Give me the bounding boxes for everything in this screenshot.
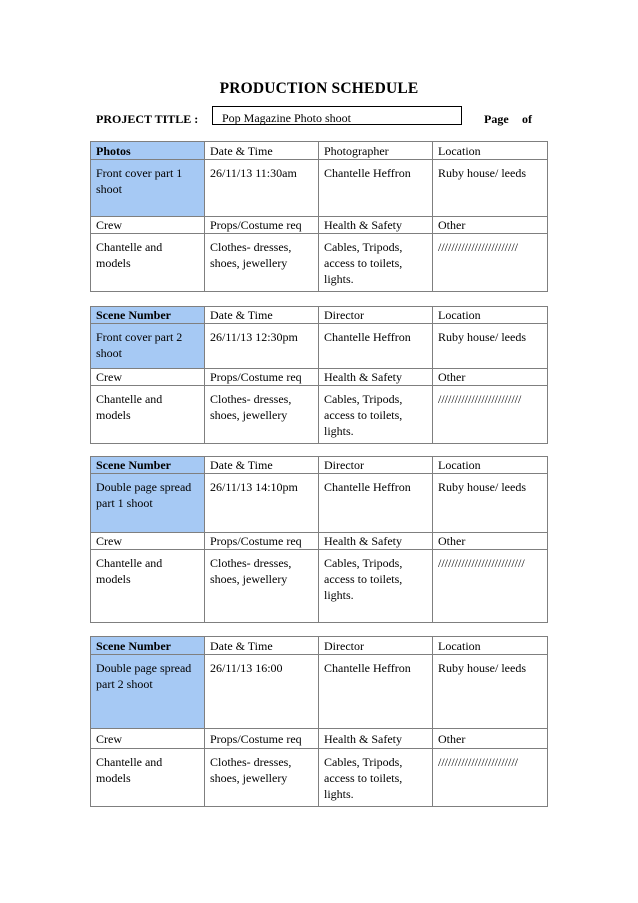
crew-cell: Chantelle and models	[91, 749, 205, 807]
props-cell: Clothes- dresses, shoes, jewellery	[205, 749, 319, 807]
subheader-cell: Crew	[91, 729, 205, 749]
schedule-table	[90, 306, 548, 444]
subvalue-row	[91, 234, 548, 292]
header-row	[91, 142, 548, 160]
page-label: Page	[484, 112, 509, 126]
header-row	[91, 457, 548, 474]
value-row	[91, 474, 548, 533]
subheader-cell: Crew	[91, 369, 205, 386]
schedule-block-4	[90, 636, 547, 807]
subheader-cell: Crew	[91, 533, 205, 550]
subheader-cell: Health & Safety	[319, 533, 433, 550]
subheader-cell: Props/Costume req	[205, 729, 319, 749]
header-cell: Photographer	[319, 142, 433, 160]
location-cell: Ruby house/ leeds	[433, 324, 548, 369]
other-cell: ////////////////////////	[433, 749, 548, 807]
health-safety-cell: Cables, Tripods, access to toilets, lights.	[319, 386, 433, 444]
subheader-cell: Other	[433, 729, 548, 749]
schedule-block-2	[90, 306, 547, 444]
crew-cell: Chantelle and models	[91, 550, 205, 623]
schedule-block-1	[90, 141, 547, 292]
header-cell: Scene Number	[91, 457, 205, 474]
header-cell: Director	[319, 637, 433, 655]
datetime-cell: 26/11/13 16:00	[205, 655, 319, 729]
datetime-cell: 26/11/13 12:30pm	[205, 324, 319, 369]
subheader-row	[91, 729, 548, 749]
props-cell: Clothes- dresses, shoes, jewellery	[205, 234, 319, 292]
crew-cell: Chantelle and models	[91, 234, 205, 292]
person-cell: Chantelle Heffron	[319, 655, 433, 729]
scene-cell: Front cover part 1 shoot	[91, 160, 205, 217]
datetime-cell: 26/11/13 14:10pm	[205, 474, 319, 533]
subheader-cell: Crew	[91, 217, 205, 234]
scene-cell: Double page spread part 2 shoot	[91, 655, 205, 729]
scene-cell: Double page spread part 1 shoot	[91, 474, 205, 533]
schedule-table	[90, 456, 548, 623]
health-safety-cell: Cables, Tripods, access to toilets, lights.	[319, 749, 433, 807]
value-row	[91, 655, 548, 729]
crew-cell: Chantelle and models	[91, 386, 205, 444]
project-title-label: PROJECT TITLE :	[96, 112, 199, 126]
props-cell: Clothes- dresses, shoes, jewellery	[205, 550, 319, 623]
header-cell: Location	[433, 142, 548, 160]
subvalue-row	[91, 550, 548, 623]
scene-cell: Front cover part 2 shoot	[91, 324, 205, 369]
subheader-row	[91, 533, 548, 550]
value-row	[91, 324, 548, 369]
subheader-cell: Other	[433, 533, 548, 550]
subheader-cell: Health & Safety	[319, 369, 433, 386]
other-cell: /////////////////////////	[433, 386, 548, 444]
header-cell: Date & Time	[205, 637, 319, 655]
header-cell: Location	[433, 637, 548, 655]
subheader-cell: Props/Costume req	[205, 217, 319, 234]
header-cell: Scene Number	[91, 307, 205, 324]
subheader-cell: Other	[433, 369, 548, 386]
page-title: PRODUCTION SCHEDULE	[219, 80, 419, 97]
person-cell: Chantelle Heffron	[319, 474, 433, 533]
header-cell: Date & Time	[205, 142, 319, 160]
subheader-row	[91, 217, 548, 234]
health-safety-cell: Cables, Tripods, access to toilets, lights.	[319, 234, 433, 292]
header-cell: Director	[319, 307, 433, 324]
location-cell: Ruby house/ leeds	[433, 474, 548, 533]
subvalue-row	[91, 386, 548, 444]
schedule-table	[90, 141, 548, 292]
header-cell: Location	[433, 457, 548, 474]
header-cell: Scene Number	[91, 637, 205, 655]
location-cell: Ruby house/ leeds	[433, 655, 548, 729]
subheader-cell: Props/Costume req	[205, 369, 319, 386]
props-cell: Clothes- dresses, shoes, jewellery	[205, 386, 319, 444]
subheader-cell: Other	[433, 217, 548, 234]
person-cell: Chantelle Heffron	[319, 160, 433, 217]
header-row	[91, 307, 548, 324]
header-cell: Date & Time	[205, 457, 319, 474]
header-cell: Director	[319, 457, 433, 474]
subvalue-row	[91, 749, 548, 807]
other-cell: ////////////////////////	[433, 234, 548, 292]
header-row	[91, 637, 548, 655]
header-cell: Date & Time	[205, 307, 319, 324]
schedule-block-3	[90, 456, 547, 623]
header-cell: Photos	[91, 142, 205, 160]
project-title-field[interactable]: Pop Magazine Photo shoot	[212, 106, 462, 125]
subheader-cell: Health & Safety	[319, 729, 433, 749]
header-cell: Location	[433, 307, 548, 324]
other-cell: //////////////////////////	[433, 550, 548, 623]
person-cell: Chantelle Heffron	[319, 324, 433, 369]
location-cell: Ruby house/ leeds	[433, 160, 548, 217]
health-safety-cell: Cables, Tripods, access to toilets, lights.	[319, 550, 433, 623]
value-row	[91, 160, 548, 217]
datetime-cell: 26/11/13 11:30am	[205, 160, 319, 217]
schedule-table	[90, 636, 548, 807]
subheader-cell: Props/Costume req	[205, 533, 319, 550]
of-label: of	[522, 112, 532, 126]
subheader-cell: Health & Safety	[319, 217, 433, 234]
subheader-row	[91, 369, 548, 386]
